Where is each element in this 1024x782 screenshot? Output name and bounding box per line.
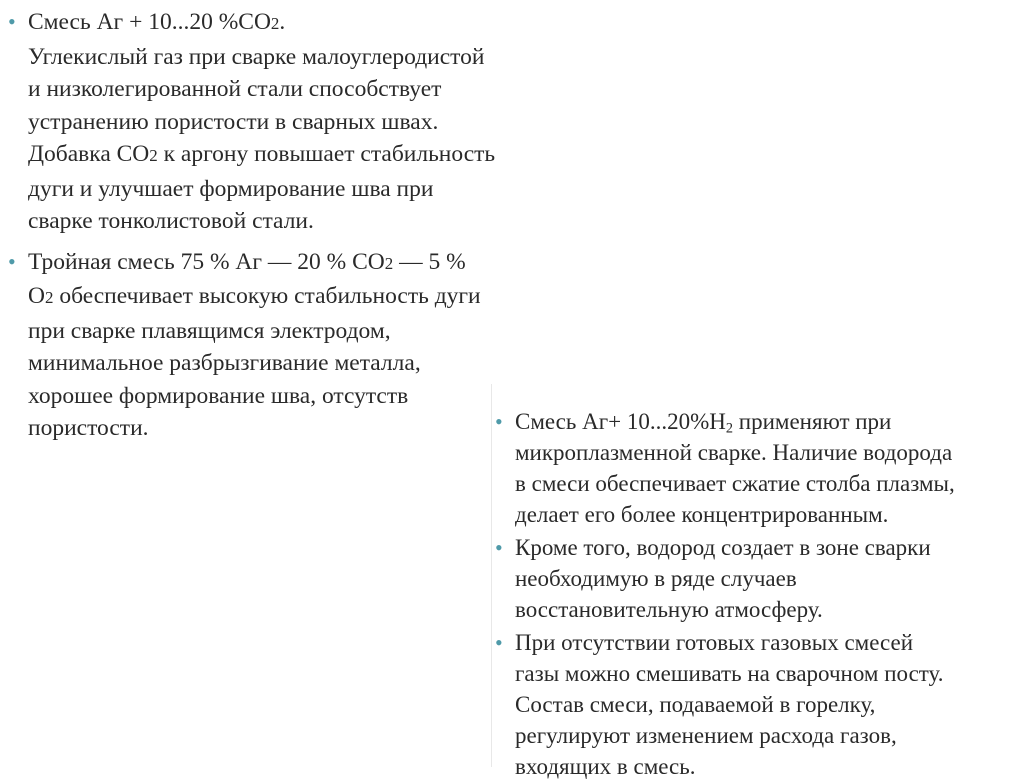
bullet-icon: •	[495, 409, 503, 434]
bullet-item-ar-co2-mix	[8, 6, 568, 238]
bullet-item-ar-h2-mix	[495, 406, 1024, 530]
text-line: О2 обеспечивает высокую стабильность дуги	[28, 283, 481, 309]
bullet-icon: •	[495, 630, 503, 655]
text-line: сварке тонколистовой стали.	[28, 208, 314, 234]
text-line: устранению пористости в сварных швах.	[28, 108, 439, 135]
text-line: Углекислый газ при сварке малоуглеродистой	[28, 43, 485, 70]
text-line: входящих в смесь.	[515, 754, 696, 779]
text-line: Тройная смесь 75 % Аг — 20 % СО2 — 5 %	[28, 248, 466, 275]
left-bullet-list	[8, 6, 568, 445]
text-line: микроплазменной сварке. Наличие водорода	[515, 440, 953, 465]
text-line: дуги и улучшает формирование шва при	[28, 175, 434, 202]
text-line: Смесь Аг + 10...20 %СО2.	[28, 9, 286, 35]
bullet-icon: •	[8, 248, 16, 274]
right-bullet-list	[495, 406, 1024, 782]
text-line: Кроме того, водород создает в зоне сварки	[515, 535, 931, 560]
text-line: делает его более концентрированным.	[515, 502, 889, 527]
text-line: газы можно смешивать на сварочном посту.	[515, 661, 944, 686]
text-line: минимальное разбрызгивание металла,	[28, 350, 421, 376]
text-line: в смеси обеспечивает сжатие столба плазмы,	[515, 471, 955, 496]
bullet-item-hydrogen-atmosphere	[495, 532, 1024, 625]
bullet-item-triple-mix	[8, 246, 568, 445]
bullet-icon: •	[495, 535, 503, 560]
text-line: Смесь $Аг+ 10...20\%Н_2$ применяют при	[515, 409, 892, 437]
text-line: пористости.	[28, 415, 149, 441]
text-line: необходимую в ряде случаев	[515, 566, 797, 591]
text-line: При отсутствии готовых газовых смесей	[515, 630, 913, 655]
text-line: хорошее формирование шва, отсутств	[28, 382, 409, 409]
text-line: регулируют изменением расхода газов,	[515, 723, 897, 748]
text-line: при сварке плавящимся электродом,	[28, 317, 391, 344]
bullet-item-gas-mixing	[495, 627, 1024, 782]
text-line: и низколегированной стали способствует	[28, 76, 442, 102]
text-line: Добавка СО2 к аргону повышает стабильность	[28, 141, 496, 167]
text-line: Состав смеси, подаваемой в горелку,	[515, 692, 876, 717]
text-line: восстановительную атмосферу.	[515, 597, 823, 622]
bullet-icon: •	[8, 9, 16, 34]
